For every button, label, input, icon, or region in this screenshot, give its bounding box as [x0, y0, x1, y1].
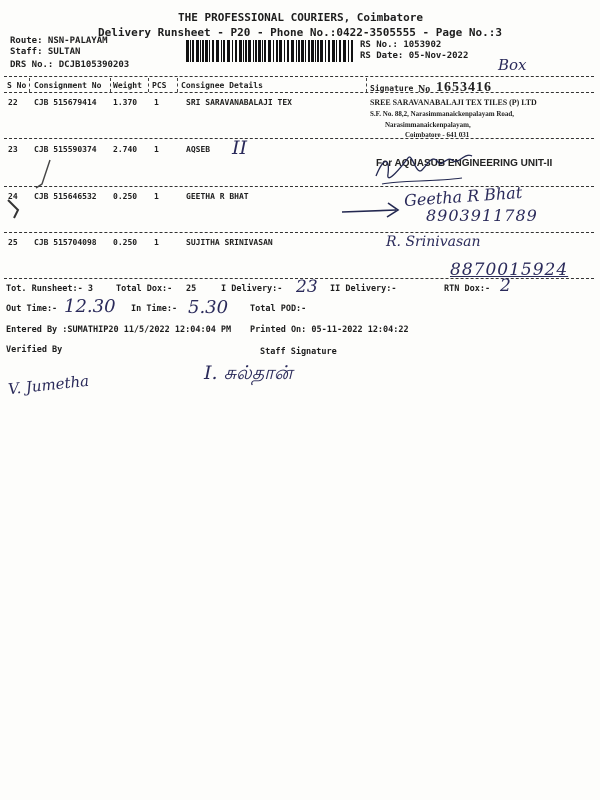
ii-delivery-label: II Delivery:- [330, 284, 397, 294]
stamp-address-1: S.F. No. 88,2, Narasimmanaickenpalayam Road, [370, 110, 515, 118]
barcode-bar [328, 40, 330, 62]
barcode-bar [232, 40, 233, 62]
row24-arrow-icon [340, 198, 402, 222]
barcode-bar [351, 40, 353, 62]
staff-signature-label: Staff Signature [260, 347, 337, 357]
barcode-bar [298, 40, 300, 62]
rs-date: RS Date: 05-Nov-2022 [360, 51, 469, 61]
runsheet-title: Delivery Runsheet - P20 - Phone No.:0422-3505555 - Page No.:3 [98, 26, 502, 39]
verified-signature: V. Jumetha [7, 371, 90, 399]
barcode-bar [273, 40, 274, 62]
barcode-bar [311, 40, 314, 62]
cell-weight: 1.370 [113, 98, 138, 107]
total-runsheet: Tot. Runsheet:- 3 [6, 284, 93, 294]
aquasub-stamp: For AQUASUB ENGINEERING UNIT-II [376, 158, 553, 169]
barcode-bar [253, 40, 254, 62]
barcode-bar [264, 40, 266, 62]
col-sep [110, 78, 111, 92]
cell-consignment: CJB 515646532 [34, 192, 97, 201]
col-header-signature: Signature [370, 84, 414, 93]
barcode-bar [336, 40, 337, 62]
cell-consignee: AQSEB [186, 145, 211, 154]
cell-pcs: 1 [154, 238, 159, 247]
cell-weight: 0.250 [113, 192, 138, 201]
barcode-bar [262, 40, 263, 62]
col-sep [366, 78, 367, 92]
total-dox-value: 25 [186, 284, 197, 294]
stamp-number: 1653416 [436, 80, 492, 95]
barcode-bar [243, 40, 244, 62]
cell-consignee: GEETHA R BHAT [186, 192, 249, 201]
barcode-bar [296, 40, 297, 62]
barcode-bar [190, 40, 191, 62]
barcode-bar [216, 40, 219, 62]
barcode-bar [287, 40, 289, 62]
barcode-bar [227, 40, 230, 62]
barcode-bar [192, 40, 194, 62]
cell-sno: 25 [8, 238, 18, 247]
rtn-dox-label: RTN Dox:- [444, 284, 491, 294]
stamp-no-label: No [418, 84, 431, 95]
out-time-label: Out Time:- [6, 304, 58, 314]
drs-number: DRS No.: DCJB105390203 [10, 60, 130, 70]
barcode-bar [308, 40, 310, 62]
barcode-bar [268, 40, 271, 62]
barcode-bar [279, 40, 282, 62]
entered-by: Entered By :SUMATHIP20 11/5/2022 12:04:04 PM [6, 325, 232, 335]
barcode-bar [255, 40, 257, 62]
barcode-bar [221, 40, 222, 62]
stamp-address-2: Narasimmanaickenpalayam, [385, 121, 471, 129]
barcode-bar [209, 40, 210, 62]
row-rule [4, 232, 594, 233]
barcode-bar [332, 40, 335, 62]
cell-consignment: CJB 515679414 [34, 98, 97, 107]
stamp-company-name: SREE SARAVANABALAJI TEX TILES (P) LTD [370, 97, 537, 107]
printed-on: Printed On: 05-11-2022 12:04:22 [250, 325, 409, 335]
barcode-bar [258, 40, 261, 62]
barcode-bar [196, 40, 199, 62]
total-dox-label: Total Dox:- [116, 284, 173, 294]
col-header-sno: S No [7, 81, 27, 90]
cell-sno: 24 [8, 192, 18, 201]
barcode-bar [245, 40, 247, 62]
cell-pcs: 1 [154, 145, 159, 154]
barcode-bar [223, 40, 225, 62]
i-delivery-label: I Delivery:- [221, 284, 283, 294]
sujitha-signature: R. Srinivasan [386, 234, 481, 250]
sujitha-phone: 8870015924 [450, 260, 569, 280]
barcode-bar [301, 40, 304, 62]
geetha-signature: Geetha R Bhat [403, 182, 523, 211]
staff-label: Staff: SULTAN [10, 47, 81, 57]
barcode-bar [212, 40, 214, 62]
barcode-bar [291, 40, 294, 62]
barcode [186, 40, 356, 62]
total-pod-label: Total POD:- [250, 304, 307, 314]
col-header-consignee: Consignee Details [181, 81, 263, 90]
cell-consignment: CJB 515590374 [34, 145, 97, 154]
row-rule [4, 138, 594, 139]
row23-handwritten-mark: II [232, 137, 248, 159]
col-sep [177, 78, 178, 92]
col-header-weight: Weight [113, 81, 142, 90]
rtn-dox-value: 2 [500, 276, 511, 296]
in-time-value: 5.30 [188, 297, 229, 318]
barcode-bar [239, 40, 242, 62]
table-header-rule [4, 92, 594, 93]
cell-sno: 23 [8, 145, 18, 154]
barcode-bar [343, 40, 346, 62]
cell-weight: 2.740 [113, 145, 138, 154]
company-name: THE PROFESSIONAL COURIERS, Coimbatore [178, 11, 424, 24]
route-label: Route: NSN-PALAYAM [10, 36, 108, 46]
barcode-bar [320, 40, 323, 62]
cell-consignment: CJB 515704098 [34, 238, 97, 247]
barcode-bar [317, 40, 319, 62]
col-sep [29, 78, 30, 92]
barcode-bar [325, 40, 326, 62]
barcode-bar [276, 40, 278, 62]
barcode-bar [305, 40, 306, 62]
barcode-bar [339, 40, 341, 62]
i-delivery-value: 23 [296, 277, 318, 297]
barcode-bar [248, 40, 251, 62]
cell-weight: 0.250 [113, 238, 138, 247]
barcode-bar [235, 40, 237, 62]
table-top-rule [4, 76, 594, 77]
cell-consignee: SRI SARAVANABALAJI TEX [186, 98, 292, 107]
barcode-bar [202, 40, 204, 62]
margin-mark [4, 196, 34, 226]
row23-tick-mark [28, 158, 68, 194]
barcode-bar [200, 40, 201, 62]
barcode-bar [284, 40, 285, 62]
barcode-bar [348, 40, 349, 62]
cell-consignee: SUJITHA SRINIVASAN [186, 238, 273, 247]
verified-by-label: Verified By [6, 345, 63, 355]
out-time-value: 12.30 [64, 296, 116, 317]
barcode-bar [315, 40, 316, 62]
rs-number: RS No.: 1053902 [360, 40, 442, 50]
geetha-phone: 8903911789 [426, 206, 538, 225]
staff-signature: I. சுல்தான் [204, 362, 293, 384]
col-header-consignment: Consignment No [34, 81, 102, 90]
col-sep [148, 78, 149, 92]
in-time-label: In Time:- [131, 304, 178, 314]
stamp-address-3: Coimbatore - 641 031 [405, 131, 470, 139]
cell-pcs: 1 [154, 192, 159, 201]
barcode-bar [186, 40, 189, 62]
cell-sno: 22 [8, 98, 18, 107]
box-handwritten-note: Box [498, 56, 527, 74]
barcode-bar [205, 40, 208, 62]
col-header-pcs: PCS [152, 81, 167, 90]
cell-pcs: 1 [154, 98, 159, 107]
